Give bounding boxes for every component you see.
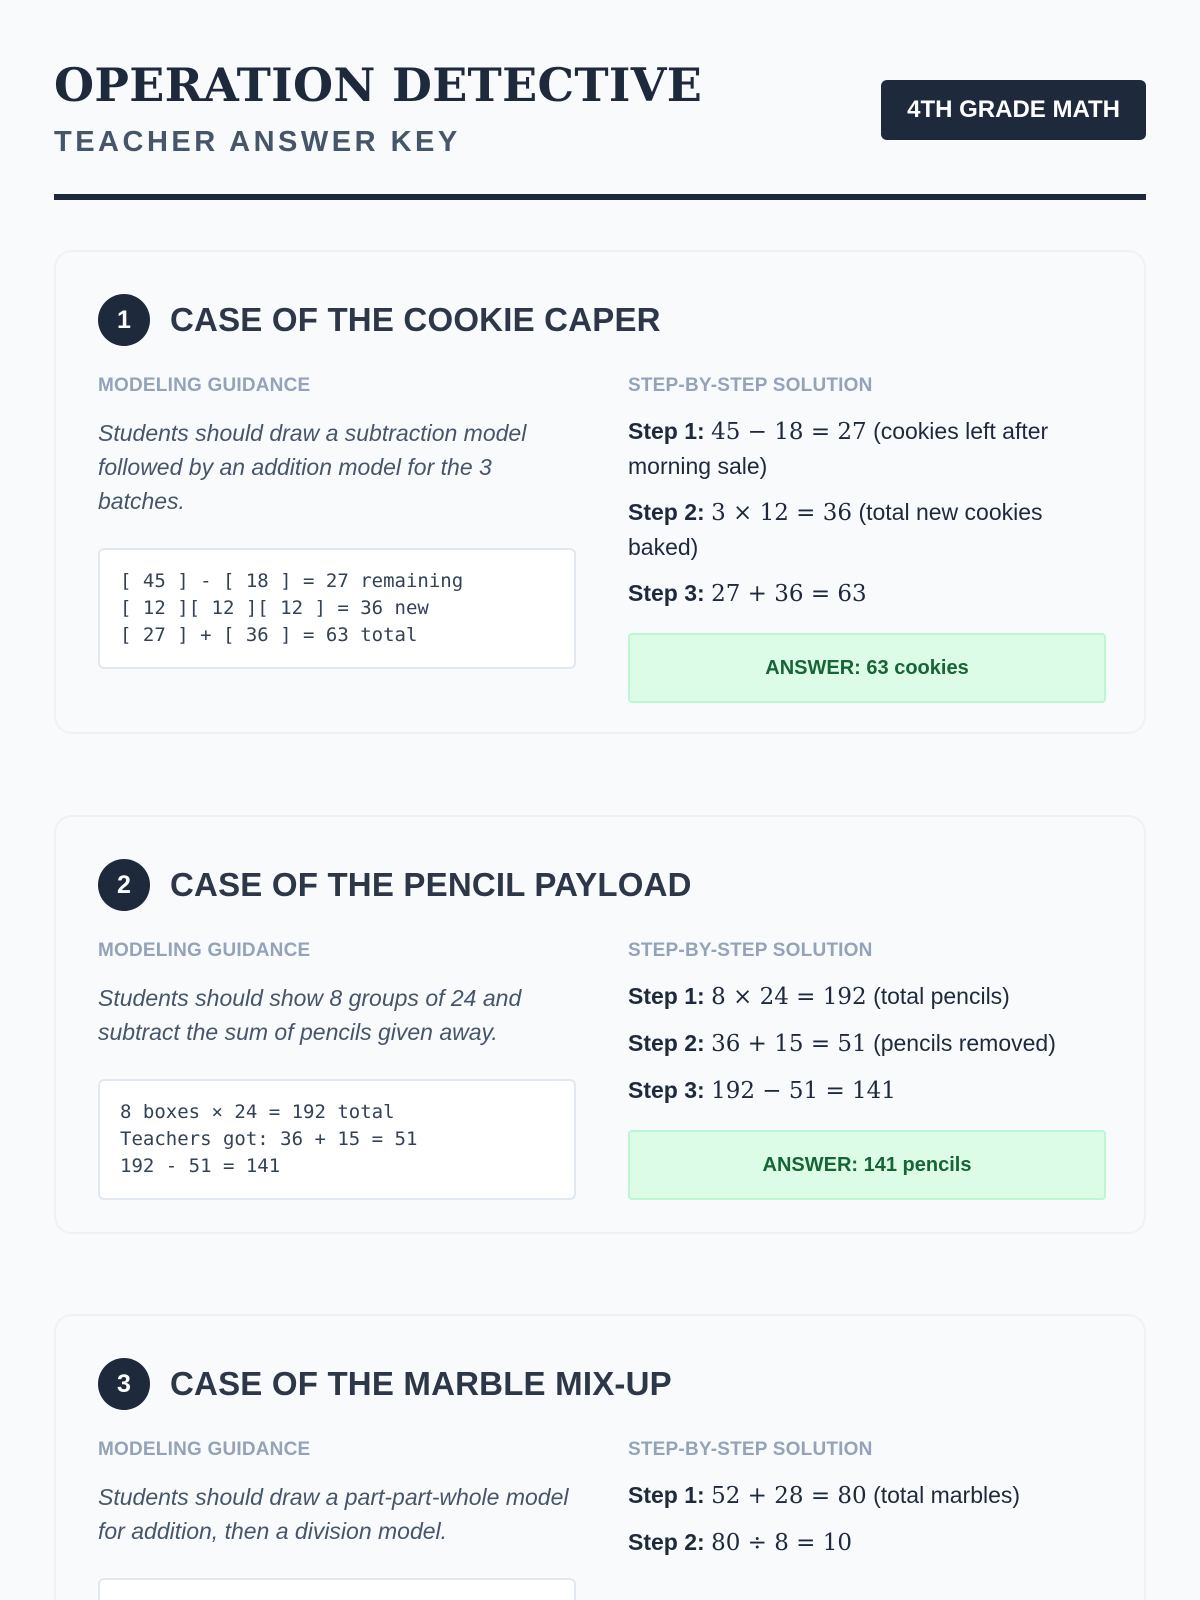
step-label: Step 2:: [628, 1529, 705, 1555]
step-note: (total pencils): [873, 983, 1010, 1009]
case-header: [98, 294, 661, 346]
step-label: Step 1:: [628, 983, 705, 1009]
answer-box: ANSWER: 141 pencils: [628, 1130, 1106, 1200]
model-box: 8 boxes × 24 = 192 total Teachers got: 36 + 15 = 51 192 - 51 = 141: [98, 1079, 576, 1200]
step-equation: 3 × 12 = 36: [711, 500, 853, 526]
header-divider: [54, 194, 1146, 200]
solution-step: [628, 1525, 1106, 1560]
solution-step: [628, 1478, 1106, 1513]
solution-column: [628, 374, 1106, 703]
step-label: Step 1:: [628, 1482, 705, 1508]
guidance-text: Students should draw a subtraction model followed by an addition model for the 3 batches.: [98, 420, 527, 514]
solution-step: [628, 1073, 1106, 1108]
model-box: [ 45 ] - [ 18 ] = 27 remaining [ 12 ][ 12 ][ 12 ] = 36 new [ 27 ] + [ 36 ] = 63 total: [98, 548, 576, 669]
guidance-column: [98, 374, 576, 669]
solution-label: STEP-BY-STEP SOLUTION: [628, 375, 873, 396]
case-card-3: [54, 1314, 1146, 1600]
page-header: [54, 54, 1146, 202]
case-number-badge: 1: [98, 294, 150, 346]
step-list: [628, 979, 1106, 1108]
step-note: (total new cookies baked): [628, 499, 1043, 560]
case-title: CASE OF THE MARBLE MIX-UP: [170, 1365, 672, 1402]
case-card-2: [54, 815, 1146, 1234]
step-list: [628, 414, 1106, 611]
step-note: (cookies left after morning sale): [628, 418, 1049, 479]
solution-step: [628, 495, 1106, 564]
step-label: Step 3:: [628, 580, 705, 606]
guidance-label: MODELING GUIDANCE: [98, 940, 311, 961]
solution-column: [628, 1438, 1106, 1572]
step-note: (total marbles): [873, 1482, 1021, 1508]
page-subtitle: TEACHER ANSWER KEY: [54, 126, 461, 158]
case-title: CASE OF THE PENCIL PAYLOAD: [170, 866, 692, 903]
case-title: CASE OF THE COOKIE CAPER: [170, 301, 661, 338]
step-equation: 192 − 51 = 141: [711, 1078, 896, 1104]
step-equation: 27 + 36 = 63: [711, 581, 867, 607]
case-header: [98, 859, 692, 911]
step-label: Step 2:: [628, 499, 705, 525]
page-title: OPERATION DETECTIVE: [54, 58, 703, 112]
model-box: [98, 1578, 576, 1600]
grade-badge: 4TH GRADE MATH: [881, 80, 1146, 140]
answer-box: ANSWER: 63 cookies: [628, 633, 1106, 703]
step-note: (pencils removed): [873, 1030, 1056, 1056]
step-equation: 80 ÷ 8 = 10: [711, 1530, 853, 1556]
case-number-badge: 2: [98, 859, 150, 911]
step-equation: 52 + 28 = 80: [711, 1483, 867, 1509]
guidance-column: [98, 939, 576, 1200]
solution-step: [628, 979, 1106, 1014]
guidance-text: Students should show 8 groups of 24 and subtract the sum of pencils given away.: [98, 985, 522, 1045]
guidance-label: MODELING GUIDANCE: [98, 375, 311, 396]
step-label: Step 3:: [628, 1077, 705, 1103]
solution-step: [628, 414, 1106, 483]
step-equation: 45 − 18 = 27: [711, 419, 867, 445]
step-list: [628, 1478, 1106, 1560]
guidance-label: MODELING GUIDANCE: [98, 1439, 311, 1460]
step-label: Step 1:: [628, 418, 705, 444]
solution-step: [628, 576, 1106, 611]
step-label: Step 2:: [628, 1030, 705, 1056]
guidance-column: [98, 1438, 576, 1600]
case-card-1: [54, 250, 1146, 734]
guidance-text: Students should draw a part-part-whole model for addition, then a division model.: [98, 1484, 569, 1544]
solution-step: [628, 1026, 1106, 1061]
step-equation: 36 + 15 = 51: [711, 1031, 867, 1057]
solution-label: STEP-BY-STEP SOLUTION: [628, 940, 873, 961]
solution-column: [628, 939, 1106, 1200]
step-equation: 8 × 24 = 192: [711, 984, 867, 1010]
case-number-badge: 3: [98, 1358, 150, 1410]
case-header: [98, 1358, 672, 1410]
solution-label: STEP-BY-STEP SOLUTION: [628, 1439, 873, 1460]
